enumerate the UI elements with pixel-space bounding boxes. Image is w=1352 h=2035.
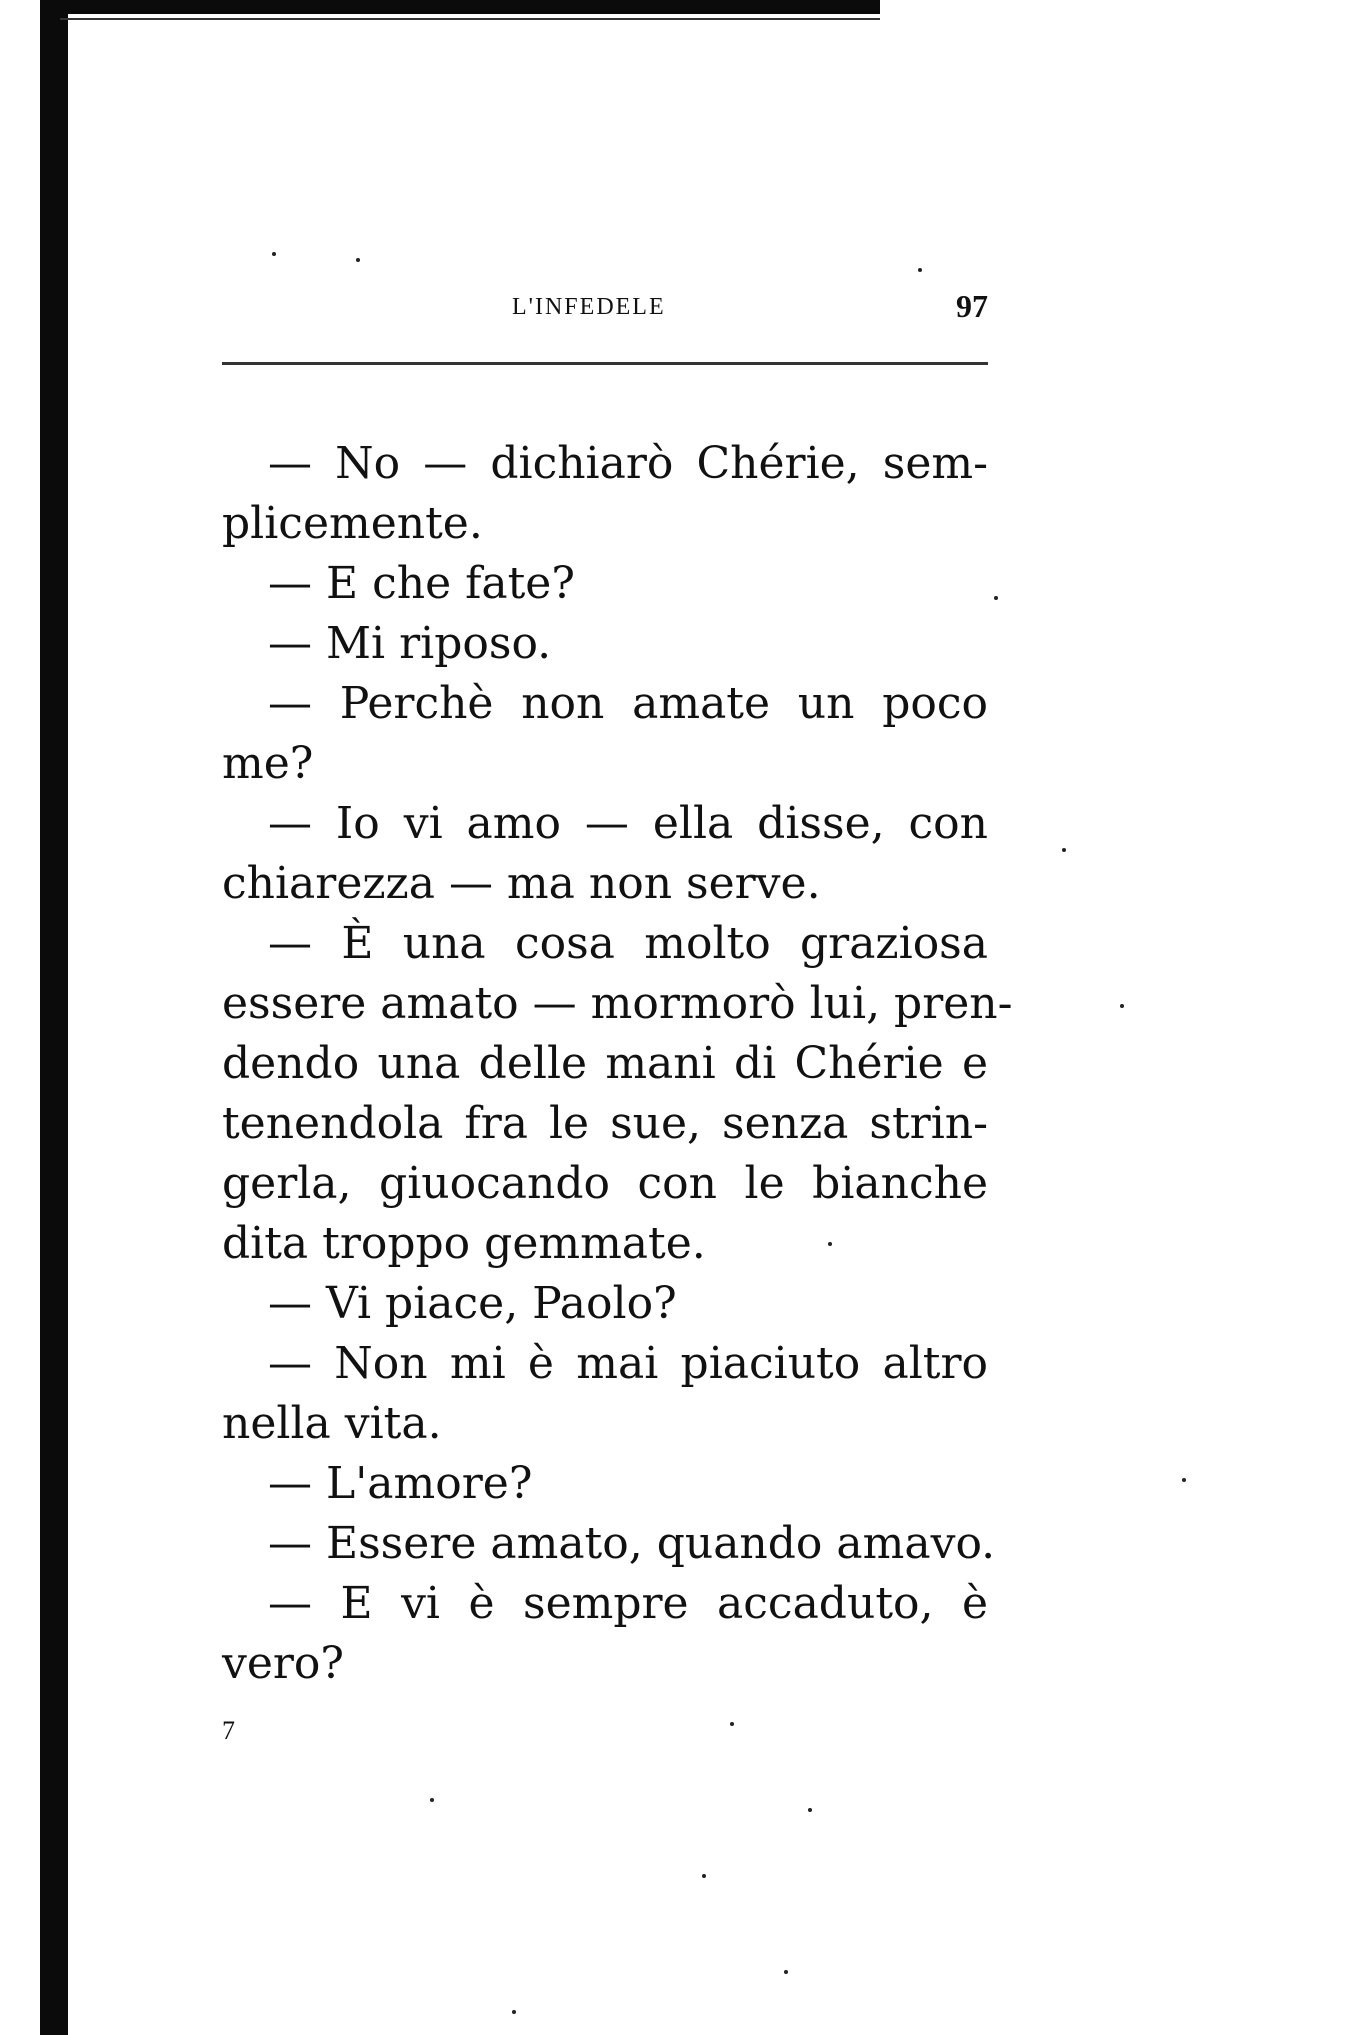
text-line: — Non mi è mai piaciuto altro (268, 1338, 988, 1389)
scan-speck (1120, 1004, 1124, 1008)
scan-speck (272, 252, 276, 256)
text-line: — È una cosa molto graziosa (268, 918, 988, 969)
text-line: essere amato — mormorò lui, pren- (222, 978, 1013, 1029)
text-line: — Essere amato, quando amavo. (268, 1518, 996, 1569)
page-edge-shadow (40, 0, 68, 2035)
text-line: — No — dichiarò Chérie, sem- (268, 438, 988, 489)
text-line: — L'amore? (268, 1458, 533, 1509)
text-line: — Io vi amo — ella disse, con (268, 798, 988, 849)
text-line: — E che fate? (268, 558, 575, 609)
header-rule (222, 362, 988, 365)
text-line: — Vi piace, Paolo? (268, 1278, 677, 1329)
scan-speck (784, 1970, 788, 1974)
text-line: nella vita. (222, 1398, 442, 1449)
text-line: tenendola fra le sue, senza strin- (222, 1098, 988, 1149)
text-line: me? (222, 738, 314, 789)
scan-speck (1182, 1478, 1186, 1482)
text-line: — Mi riposo. (268, 618, 552, 669)
scan-speck (808, 1808, 812, 1812)
running-header (222, 290, 988, 330)
running-title: L'INFEDELE (512, 294, 666, 320)
text-line: chiarezza — ma non serve. (222, 858, 821, 909)
scan-speck (994, 596, 998, 600)
page-top-edge-line (60, 18, 880, 20)
scan-speck (1062, 848, 1066, 852)
page-number: 97 (956, 288, 988, 324)
text-line: dita troppo gemmate. (222, 1218, 706, 1269)
scan-speck (918, 268, 922, 272)
signature-mark: 7 (222, 1716, 235, 1745)
scan-speck (702, 1874, 706, 1878)
scan-speck (430, 1798, 434, 1802)
text-line: — Perchè non amate un poco (268, 678, 988, 729)
text-line: vero? (222, 1638, 345, 1689)
scan-speck (828, 1242, 832, 1246)
body-text (222, 434, 1013, 1694)
text-line: gerla, giuocando con le bianche (222, 1158, 988, 1209)
text-line: plicemente. (222, 498, 483, 549)
scan-speck (356, 258, 360, 262)
text-line: dendo una delle mani di Chérie e (222, 1038, 988, 1089)
text-line: — E vi è sempre accaduto, è (268, 1578, 988, 1629)
scan-speck (512, 2010, 516, 2014)
scan-speck (730, 1722, 734, 1726)
